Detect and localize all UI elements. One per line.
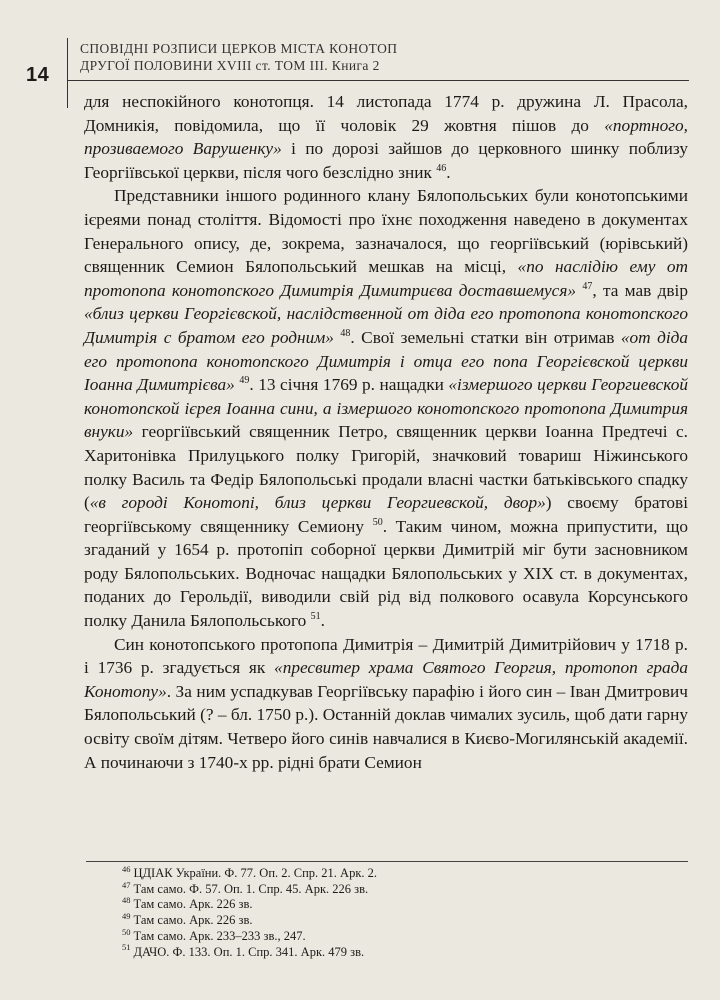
footnote-rule [86, 861, 688, 862]
footnote-ref: 46 [436, 163, 447, 175]
footnote-ref: 49 [239, 375, 250, 387]
text-run: Син конотопського протопопа Димитрія – Димитрій Димитрійович у 1718 р. і 1736 р. згадується як [84, 634, 688, 678]
text-run: . 13 січня 1769 р. нащадки [249, 375, 449, 395]
header-rule [67, 80, 689, 81]
footnote-number: 48 [122, 895, 131, 906]
quotation: «близ церкви Георгієвской, наслідственной от діда его протопопа конотопского Димитрія с братом его родним» [84, 304, 688, 347]
running-title-line-1: СПОВІДНІ РОЗПИСИ ЦЕРКОВ МІСТА КОНОТОП [80, 41, 398, 56]
paragraph-1 [84, 90, 688, 184]
page-number: 14 [26, 64, 50, 86]
quotation: «пресвитер храма Святого Георгия, протопоп града Конотопу» [84, 658, 688, 701]
footnote-number: 49 [122, 910, 131, 921]
text-run: ) своєму братові георгіївському священнику Семиону [84, 493, 688, 536]
footnote-text: ДАЧО. Ф. 133. Оп. 1. Спр. 341. Арк. 479 зв. [133, 944, 365, 959]
text-run: . Таким чином, можна припустити, що згаданий у 1654 р. протопіп соборної церкви Димитрій міг бути засновником роду Бялопольських. Водночас нащадки Бялопольських у XIX ст. в документах, поданих до Герольдії, виводили свій рід від полкового осавула Корсунського полку Данила Бялопольського [84, 516, 689, 631]
footnote [122, 879, 682, 898]
running-title-line-2: ДРУГОЇ ПОЛОВИНИ XVIII ст. ТОМ ІІІ. Книга 2 [80, 58, 380, 73]
footnote-text: Там само. Арк. 233–233 зв., 247. [133, 928, 306, 943]
footnote-ref: 50 [372, 516, 383, 528]
footnote [122, 897, 682, 913]
footnote [122, 863, 682, 882]
quotation: «ізмершого церкви Георгиевской конотопской ієрея Іоанна сини, а ізмершого конотопского протопопа Димитрия внуки» [84, 375, 688, 442]
footnote-number: 51 [122, 942, 131, 953]
footnote-ref: 48 [340, 328, 351, 340]
text-run: . [320, 611, 325, 631]
footnote-number: 50 [122, 926, 131, 937]
footnote-number: 47 [122, 879, 131, 890]
text-run: і по дорозі зайшов до церковного шинку поблизу Георгіївської церкви, після чого безслідно зник [84, 139, 689, 182]
footnote [122, 942, 682, 961]
text-run: , та мав двір [592, 280, 688, 300]
footnote [122, 926, 682, 945]
paragraph-2 [84, 184, 688, 632]
main-text [84, 90, 688, 774]
footnote-text: Там само. Арк. 226 зв. [133, 897, 253, 912]
footnote-number: 46 [122, 863, 131, 874]
quotation: «от діда его протопопа конотопского Димитрія і отца его попа Георгієвской церкви Іоанна Димитрієва» [84, 327, 688, 395]
text-run: георгіївський священник Петро, священник церкви Іоанна Предтечі с. Харитонівка Прилуцького полку Григорій, значковий товариш Ніжинського полку Василь та Федір Бялопольські продали власні частки батьківського спадку ( [84, 422, 688, 513]
footnote-ref: 51 [310, 611, 321, 623]
footnote [122, 910, 682, 929]
text-run: . За ним успадкував Георгіївську парафію і його син – Іван Дмитрович Бялопольський (? – бл. 1750 р.). Останній доклав чималих зусиль, щоб дати гарну освіту своїм дітям. Четверо його синів навчалися в Києво-Могилянській академії. А починаючи з 1740-х рр. рідні брати Семион [84, 681, 688, 772]
footnotes [122, 863, 682, 960]
text-run: Представники іншого родинного клану Бялопольських були конотопськими ієреями понад століття. Відомості про їхнє походження наведено в документах Генерального опису, де, зокрема, зазначалося, що георгіївський (юрівський) священник Семион Бялопольський мешкав на місці, [84, 186, 688, 277]
quotation: «портного, прозиваемого Варушенку» [84, 115, 688, 159]
quotation: «по наслідію ему от протопопа конотопского Димитрія Димитриєва доставшемуся» [84, 257, 689, 300]
footnote-ref: 47 [582, 280, 593, 292]
paragraph-3 [84, 633, 688, 775]
text-run: для неспокійного конотопця. 14 листопада 1774 р. дружина Л. Прасола, Домникія, повідомила, що її чоловік 29 жовтня пішов до [84, 92, 688, 135]
quotation: «в городі Конотопі, близ церкви Георгиевской, двор» [89, 493, 546, 513]
footnote-text: Там само. Арк. 226 зв. [133, 913, 253, 928]
footnote-text: ЦДІАК України. Ф. 77. Оп. 2. Спр. 21. Арк. 2. [133, 866, 378, 880]
text-run: . [446, 162, 451, 182]
text-run: . Свої земельні статки він отримав [350, 327, 621, 347]
footnote-text: Там само. Ф. 57. Оп. 1. Спр. 45. Арк. 226 зв. [133, 881, 369, 896]
